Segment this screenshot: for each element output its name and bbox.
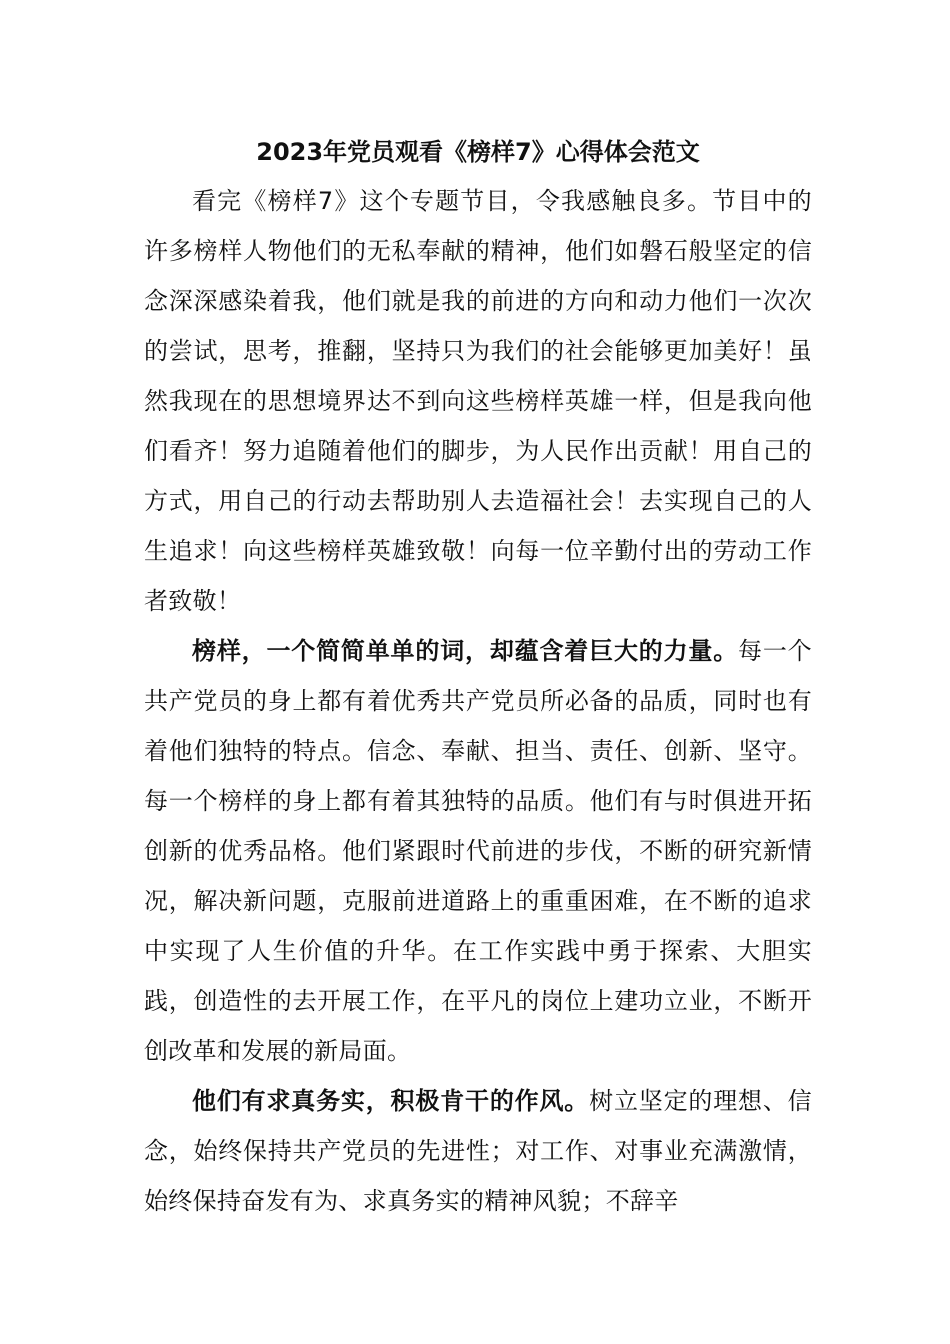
paragraph-2-lead: 榜样，一个简简单单的词，却蕴含着巨大的力量。 (192, 637, 739, 665)
paragraph-3 (144, 1076, 812, 1226)
document-title: 2023年党员观看《榜样7》心得体会范文 (256, 138, 700, 166)
paragraph-1-text: 看完《榜样7》这个专题节目，令我感触良多。节目中的许多榜样人物他们的无私奉献的精神，他们如磐石般坚定的信念深深感染着我，他们就是我的前进的方向和动力他们一次次的尝试，思考，推翻，坚持只为我们的社会能够更加美好！虽然我现在的思想境界达不到向这些榜样英雄一样，但是我向他们看齐！努力追随着他们的脚步，为人民作出贡献！用自己的方式，用自己的行动去帮助别人去造福社会！去实现自己的人生追求！向这些榜样英雄致敬！向每一位辛勤付出的劳动工作者致敬！ (144, 187, 812, 615)
paragraph-3-text: 树立坚定的理想、信念，始终保持共产党员的先进性；对工作、对事业充满激情，始终保持奋发有为、求真务实的精神风貌；不辞辛 (144, 1087, 812, 1215)
paragraph-1 (144, 176, 812, 626)
paragraph-2 (144, 626, 812, 1076)
paragraph-3-lead: 他们有求真务实，积极肯干的作风。 (192, 1087, 590, 1115)
paragraph-2-text: 每一个共产党员的身上都有着优秀共产党员所必备的品质，同时也有着他们独特的特点。信念、奉献、担当、责任、创新、坚守。每一个榜样的身上都有着其独特的品质。他们有与时俱进开拓创新的优秀品格。他们紧跟时代前进的步伐，不断的研究新情况，解决新问题，克服前进道路上的重重困难，在不断的追求中实现了人生价值的升华。在工作实践中勇于探索、大胆实践，创造性的去开展工作，在平凡的岗位上建功立业，不断开创改革和发展的新局面。 (144, 637, 812, 1065)
document-page (144, 128, 812, 1226)
